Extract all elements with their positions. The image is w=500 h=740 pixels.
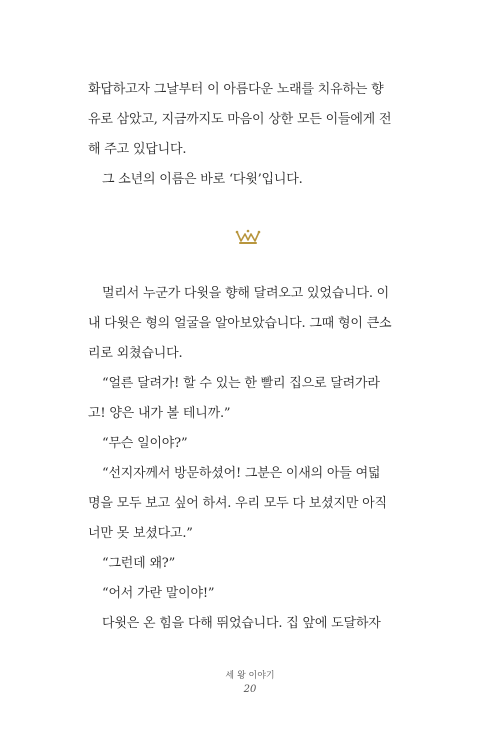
- text-line: 내 다윗은 형의 얼굴을 알아보았습니다. 그때 형이 큰소: [88, 316, 392, 331]
- text-line: 리로 외쳤습니다.: [88, 346, 183, 361]
- paragraph-block-2: [88, 279, 418, 639]
- text-line: 멀리서 누군가 다윗을 향해 달려오고 있었습니다. 이: [102, 286, 390, 301]
- paragraph-block-1: [88, 75, 418, 195]
- text-line: “얼른 달려가! 할 수 있는 한 빨리 집으로 달려가라: [102, 376, 380, 391]
- page-number: 20: [243, 684, 257, 695]
- crown-icon: [235, 228, 261, 246]
- text-line: 너만 못 보셨다고.”: [88, 526, 193, 541]
- text-line: 명을 모두 보고 싶어 하셔. 우리 모두 다 보셨지만 아직: [88, 496, 387, 511]
- text-line: 유로 삼았고, 지금까지도 마음이 상한 모든 이들에게 전: [88, 112, 392, 127]
- text-line: 다윗은 온 힘을 다해 뛰었습니다. 집 앞에 도달하자: [102, 616, 381, 631]
- text-line: 화답하고자 그날부터 이 아름다운 노래를 치유하는 향: [88, 82, 384, 97]
- text-line: “어서 가란 말이야!”: [102, 586, 215, 601]
- text-line: “선지자께서 방문하셨어! 그분은 이새의 아들 여덟: [102, 466, 381, 481]
- book-title-footer: 세 왕 이야기: [225, 671, 275, 681]
- text-line: 고! 양은 내가 볼 테니까.”: [88, 406, 231, 421]
- text-line: “무슨 일이야?”: [102, 436, 188, 451]
- text-line: 그 소년의 이름은 바로 ‘다윗’입니다.: [102, 172, 303, 187]
- text-line: “그런데 왜?”: [102, 556, 176, 571]
- text-line: 해 주고 있답니다.: [88, 142, 187, 157]
